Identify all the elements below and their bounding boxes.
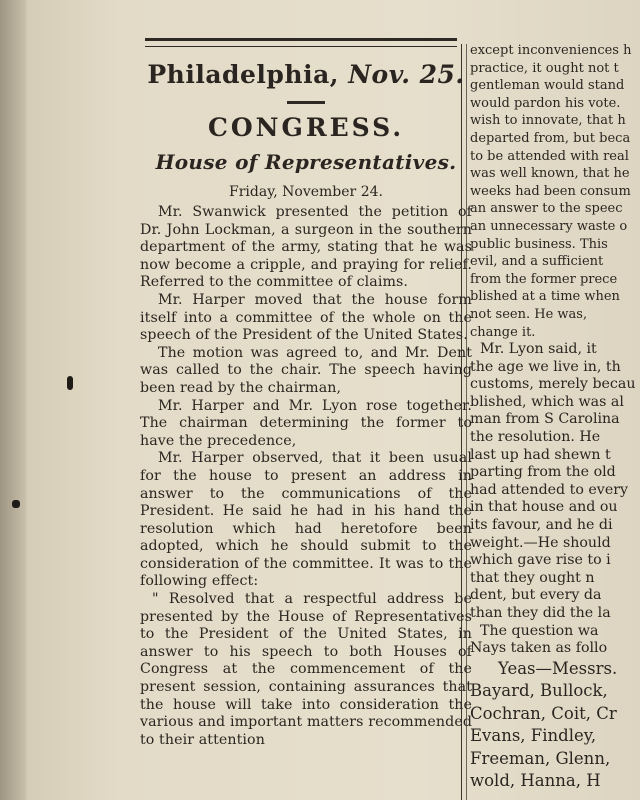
text-line: blished at a time when: [470, 289, 620, 305]
text-line: practice, it ought not t: [470, 60, 619, 76]
ink-blot: [12, 500, 20, 508]
left-column: [140, 58, 472, 749]
section-heading: CONGRESS.: [207, 113, 405, 142]
text-line: man from S Carolina: [470, 411, 620, 428]
text-line: Nays taken as follo: [470, 640, 608, 657]
text-line: dent, but every da: [470, 587, 602, 604]
paragraph: Mr. Swanwick presented the petition of Dr. John Lockman, a surgeon in the southern department of the army, stating that he was now become a cripple, and praying for relief. Referred to the committee of claims.: [140, 204, 472, 291]
paragraph: The motion was agreed to, and Mr. Dent was called to the chair. The speech having been read by the chairman,: [140, 344, 472, 396]
text-line: evil, and a sufficient: [470, 254, 604, 270]
ink-blot: [67, 376, 73, 390]
paragraph: " Resolved that a respectful address be presented by the House of Representatives to the President of the United States, in answer to his speech to both Houses of Congress at the commencement of the present session, containing assurances that the house will take into consideration the various and important matters recommended to their attention: [140, 591, 472, 748]
text-line: its favour, and he di: [470, 517, 613, 534]
text-line: in that house and ou: [470, 499, 618, 516]
section-rule: [287, 101, 325, 104]
text-line: that they ought n: [470, 569, 595, 586]
text-line: Mr. Lyon said, it: [480, 341, 597, 358]
text-line: except inconveniences h: [470, 43, 632, 58]
right-column: [470, 42, 640, 793]
text-line: which gave rise to i: [470, 552, 611, 569]
text-line: change it.: [470, 324, 536, 340]
text-line: parting from the old: [470, 464, 616, 481]
paragraph: Mr. Harper observed, that it been usual for the house to present an address in answer to the communications of the President. He said he had in his hand the resolution which had heretofore been adopted, which he should submit to the consideration of the committee. It was to the following effect:: [140, 450, 472, 590]
paragraph: Mr. Harper moved that the house form itself into a committee of the whole on the speech of the President of the United States.: [140, 291, 472, 344]
text-line: Yeas—Messrs.: [498, 658, 618, 678]
text-line: an unnecessary waste o: [470, 218, 628, 234]
text-line: wold, Hanna, H: [470, 771, 601, 791]
text-line: the resolution. He: [470, 429, 601, 446]
text-line: from the former prece: [470, 271, 618, 287]
text-line: would pardon his vote.: [470, 95, 621, 111]
text-line: customs, merely becau: [470, 376, 636, 393]
article-body: [140, 204, 472, 749]
text-line: wish to innovate, that h: [470, 113, 626, 129]
text-line: public business. This: [470, 236, 608, 252]
text-line: than they did the la: [470, 605, 611, 621]
dateline-place: Philadelphia,: [147, 60, 339, 89]
dateline-date: Nov. 25.: [348, 60, 465, 89]
text-line: had attended to every: [470, 481, 629, 498]
text-line: an answer to the speec: [470, 201, 623, 217]
text-line: to be attended with real: [470, 148, 629, 164]
dateline: [140, 58, 472, 92]
text-line: the age we live in, th: [470, 358, 621, 375]
section-subheading: House of Representatives.: [155, 150, 457, 174]
text-line: Freeman, Glenn,: [470, 748, 611, 768]
text-line: blished, which was al: [470, 393, 624, 410]
text-line: weight.—He should: [470, 534, 611, 551]
text-line: not seen. He was,: [470, 306, 588, 322]
text-line: Evans, Findley,: [470, 726, 597, 746]
text-line: last up had shewn t: [470, 446, 611, 463]
text-line: gentleman would stand: [470, 78, 625, 94]
day-heading: Friday, November 24.: [229, 184, 383, 200]
top-rule: [145, 38, 457, 47]
text-line: was well known, that he: [470, 166, 630, 182]
text-line: departed from, but beca: [470, 130, 631, 146]
text-line: Bayard, Bullock,: [470, 681, 608, 701]
text-line: Cochran, Coit, Cr: [470, 703, 617, 723]
page-fold-shadow: [0, 0, 26, 800]
text-line: The question wa: [480, 622, 599, 639]
text-line: weeks had been consum: [470, 183, 631, 199]
paragraph: Mr. Harper and Mr. Lyon rose together. The chairman determining the former to have the precedence,: [140, 397, 472, 449]
